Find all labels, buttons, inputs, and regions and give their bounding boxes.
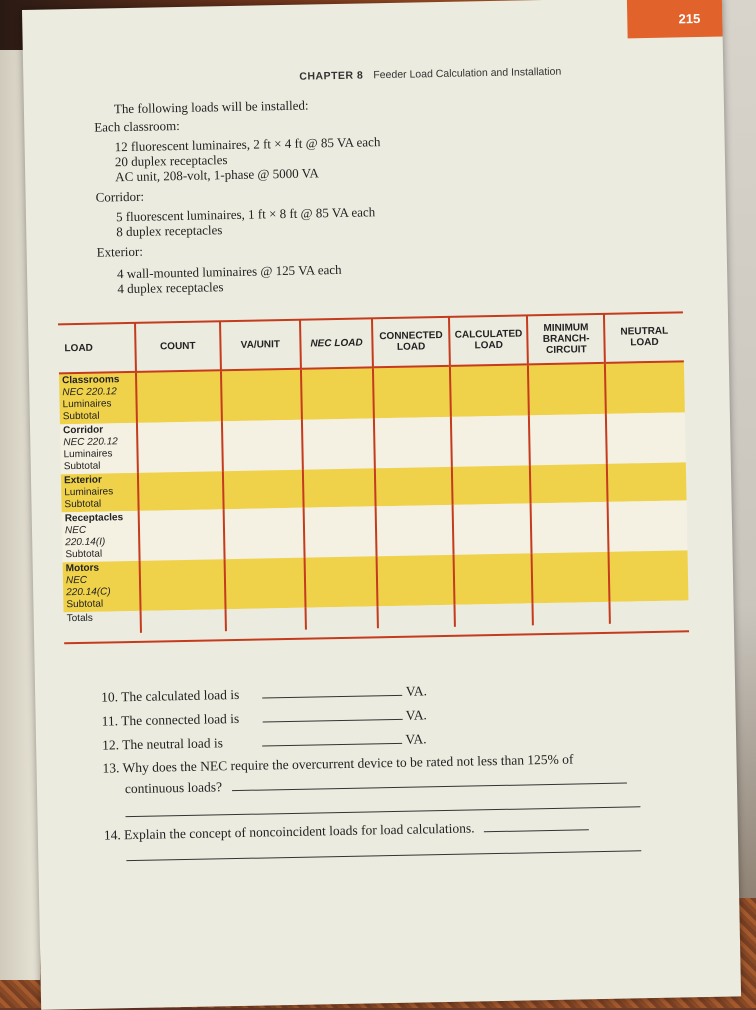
table-cell[interactable] <box>454 553 533 604</box>
classroom-item: 20 duplex receptacles <box>114 152 228 170</box>
unit-va: VA. <box>405 683 428 699</box>
subtotal-label: Subtotal <box>62 410 100 423</box>
subtotal-label: Subtotal <box>64 498 102 511</box>
classroom-heading: Each classroom: <box>94 117 180 135</box>
group-exterior: Exterior <box>63 474 102 487</box>
table-cell[interactable] <box>450 364 529 416</box>
question-14 <box>104 817 589 843</box>
sub-label: Luminaires <box>62 398 112 411</box>
answer-blank[interactable] <box>262 731 402 747</box>
nec-ref: NEC 220.12 <box>62 386 117 399</box>
question-12 <box>102 730 427 753</box>
table-cell[interactable] <box>304 556 377 607</box>
table-cell[interactable] <box>303 468 376 507</box>
table-cell[interactable] <box>373 366 451 418</box>
book-page <box>22 0 741 1010</box>
table-cell[interactable] <box>221 369 302 422</box>
group-corridor: Corridor <box>62 424 104 437</box>
table-cell[interactable] <box>609 550 689 602</box>
table-cell[interactable] <box>605 361 685 414</box>
totals-label: Totals <box>64 611 141 634</box>
group-classrooms: Classrooms <box>62 374 120 387</box>
table-cell[interactable] <box>137 421 223 473</box>
row-label <box>62 511 140 562</box>
running-header <box>299 66 561 83</box>
unit-va: VA. <box>405 731 427 747</box>
nec-ref: NEC <box>65 574 88 587</box>
unit-va: VA. <box>405 707 428 723</box>
nec-ref: 220.14(I) <box>65 536 106 549</box>
sub-label: Luminaires <box>64 486 114 499</box>
table-cell[interactable] <box>374 417 452 468</box>
group-motors: Motors <box>65 562 100 575</box>
col-header-calculated-load: CALCULATED LOAD <box>449 315 528 365</box>
answer-blank[interactable] <box>231 771 626 792</box>
col-header-min-branch-circuit: MINIMUM BRANCH-CIRCUIT <box>527 314 605 364</box>
col-header-va-unit: VA/UNIT <box>220 320 301 371</box>
question-11 <box>102 706 428 729</box>
table-cell[interactable] <box>303 506 376 557</box>
question-11-text: 11. The connected load is <box>101 710 240 729</box>
table-cell[interactable] <box>451 415 530 466</box>
corridor-item: 5 fluorescent luminaires, 1 ft × 8 ft @ 85 VA each <box>115 204 376 225</box>
nec-ref: NEC 220.12 <box>63 436 118 449</box>
question-10 <box>101 682 427 705</box>
exterior-heading: Exterior: <box>96 243 144 260</box>
col-header-load: LOAD <box>64 342 93 354</box>
feeder-load-table <box>58 312 689 634</box>
question-12-text: 12. The neutral load is <box>101 735 224 753</box>
table-cell[interactable] <box>138 509 224 561</box>
table-cell[interactable] <box>376 505 454 556</box>
intro-lead: The following loads will be installed: <box>113 97 309 117</box>
col-header-neutral-load: NEUTRAL LOAD <box>604 312 684 363</box>
table-cell[interactable] <box>377 555 455 606</box>
table-cell[interactable] <box>375 467 452 506</box>
exterior-item: 4 duplex receptacles <box>117 279 224 297</box>
answer-line[interactable] <box>125 806 640 817</box>
answer-line[interactable] <box>126 850 641 861</box>
exterior-item: 4 wall-mounted luminaires @ 125 VA each <box>116 261 342 282</box>
page-number-tab <box>627 0 723 38</box>
table-cell[interactable] <box>301 367 374 419</box>
table-cell[interactable] <box>606 412 686 464</box>
sub-label: Luminaires <box>63 448 113 461</box>
classroom-item: 12 fluorescent luminaires, 2 ft × 4 ft @ 85 VA each <box>114 134 381 155</box>
table-cell[interactable] <box>136 370 222 423</box>
page-number: 215 <box>678 10 701 27</box>
answer-blank[interactable] <box>262 683 402 699</box>
col-header-connected-load: CONNECTED LOAD <box>372 317 450 367</box>
nec-ref: NEC <box>64 524 87 537</box>
question-10-text: 10. The calculated load is <box>101 686 240 705</box>
question-13-text: continuous loads? <box>124 779 223 797</box>
table-cell[interactable] <box>529 414 607 465</box>
chapter-label: CHAPTER 8 <box>299 69 364 83</box>
table-cell[interactable] <box>532 552 610 603</box>
row-label <box>60 423 138 474</box>
corridor-heading: Corridor: <box>95 188 145 205</box>
table-cell[interactable] <box>139 559 225 611</box>
group-receptacles: Receptacles <box>64 512 124 525</box>
table-cell[interactable] <box>531 502 609 553</box>
table-cell[interactable] <box>530 464 607 503</box>
table-cell[interactable] <box>452 465 531 504</box>
table-cell[interactable] <box>223 470 304 510</box>
subtotal-label: Subtotal <box>66 598 104 611</box>
corridor-item: 8 duplex receptacles <box>116 222 223 240</box>
answer-blank[interactable] <box>484 817 589 832</box>
col-header-nec-load: NEC LOAD <box>300 318 373 368</box>
question-13: 13. Why does the NEC require the overcurrent device to be rated not less than 125% of <box>102 751 574 776</box>
row-label <box>63 561 141 612</box>
table-cell[interactable] <box>608 500 688 552</box>
subtotal-label: Subtotal <box>63 460 101 473</box>
table-cell[interactable] <box>138 471 224 511</box>
answer-blank[interactable] <box>262 707 402 723</box>
chapter-title: Feeder Load Calculation and Installation <box>373 65 562 82</box>
table-cell[interactable] <box>224 508 305 560</box>
table-cell[interactable] <box>225 558 306 610</box>
table-cell[interactable] <box>453 503 532 554</box>
row-label <box>61 473 138 512</box>
col-header-count: COUNT <box>135 321 221 372</box>
question-14-text: 14. Explain the concept of noncoincident loads for load calculations. <box>103 820 475 843</box>
table-cell[interactable] <box>222 420 303 472</box>
table-cell[interactable] <box>528 363 606 415</box>
subtotal-label: Subtotal <box>65 548 103 561</box>
classroom-item: AC unit, 208-volt, 1-phase @ 5000 VA <box>115 165 319 185</box>
table-cell[interactable] <box>302 418 375 469</box>
row-label <box>59 372 137 424</box>
nec-ref: 220.14(C) <box>66 586 111 599</box>
table-cell[interactable] <box>607 462 687 502</box>
